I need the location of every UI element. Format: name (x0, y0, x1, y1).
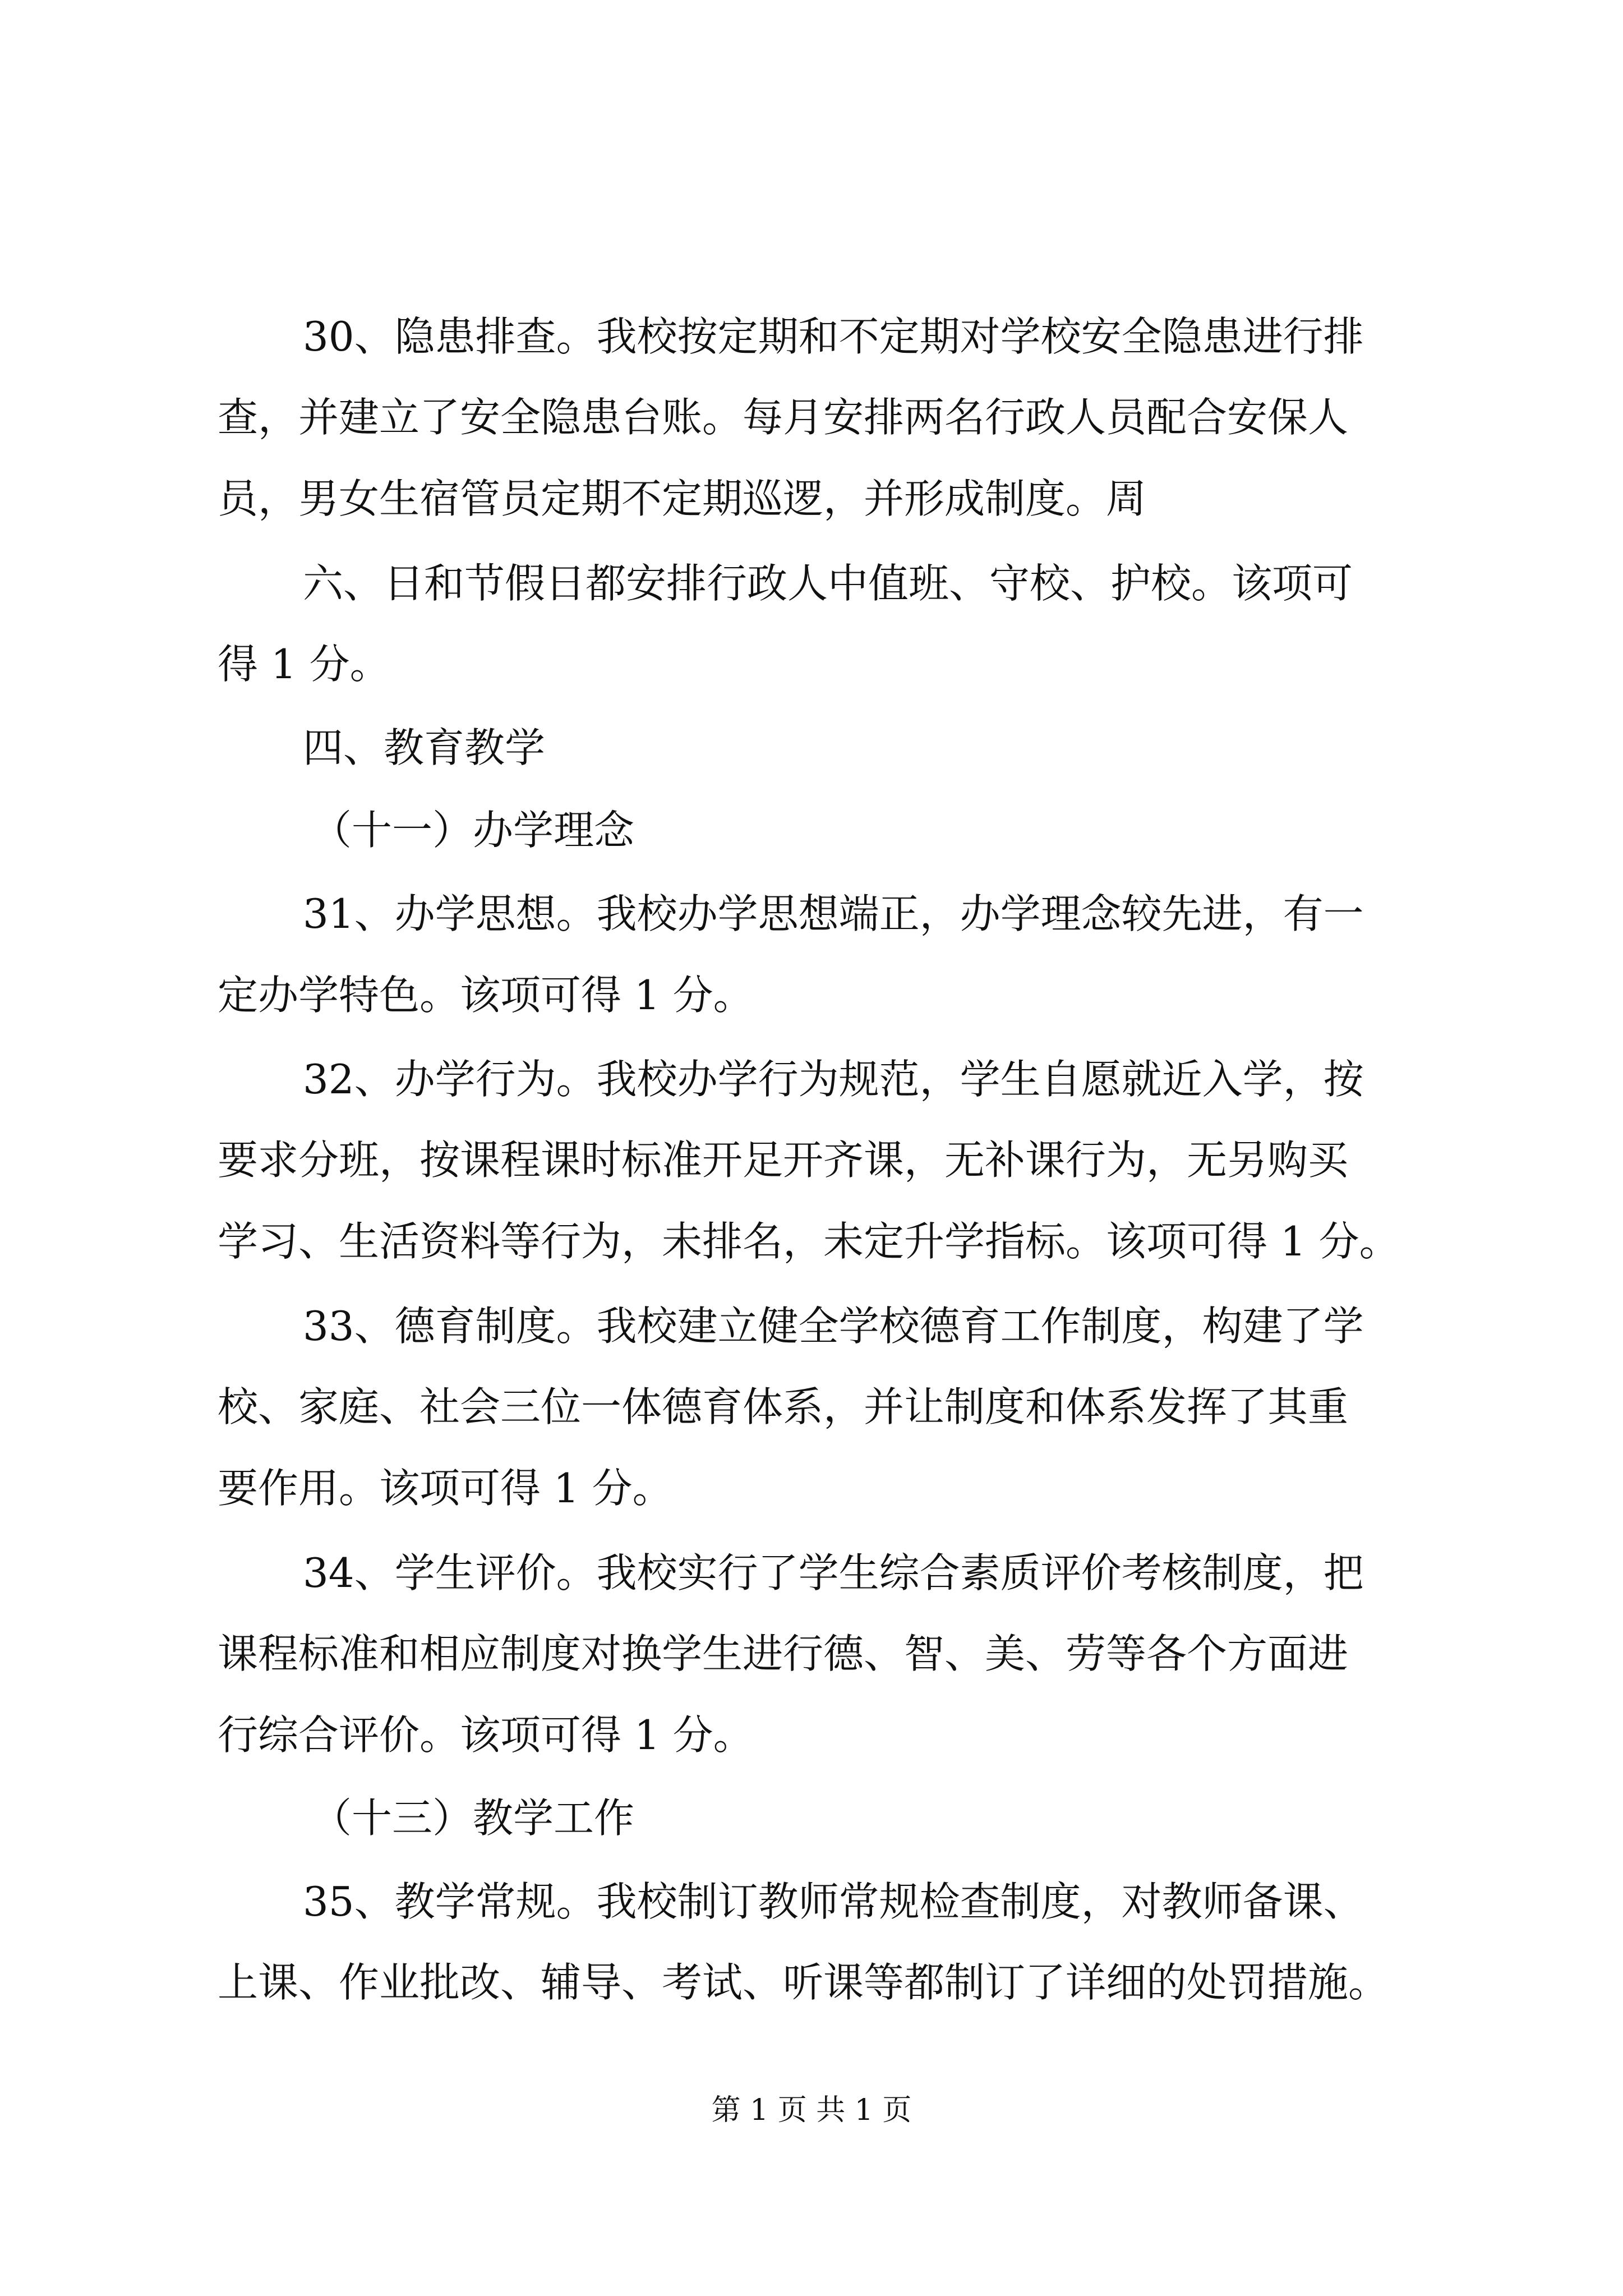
paragraph-34-line-2: 课程标准和相应制度对换学生进行德、智、美、劳等各个方面进 (218, 1630, 1349, 1677)
paragraph-continuation-line-2: 得 1 分。 (218, 641, 390, 688)
paragraph-31-line-1: 31、办学思想。我校办学思想端正，办学理念较先进，有一 (303, 890, 1364, 937)
paragraph-30-line-2: 查，并建立了安全隐患台账。每月安排两名行政人员配合安保人 (218, 394, 1349, 441)
paragraph-32-line-2: 要求分班，按课程课时标准开足开齐课，无补课行为，无另购买 (218, 1137, 1349, 1184)
paragraph-35-line-2: 上课、作业批改、辅导、考试、听课等都制订了详细的处罚措施。 (218, 1959, 1389, 2006)
paragraph-31-line-2: 定办学特色。该项可得 1 分。 (218, 972, 754, 1019)
paragraph-33-line-2: 校、家庭、社会三位一体德育体系，并让制度和体系发挥了其重 (218, 1383, 1349, 1430)
paragraph-30-line-1: 30、隐患排查。我校按定期和不定期对学校安全隐患进行排 (303, 313, 1364, 360)
paragraph-30-line-3: 员，男女生宿管员定期不定期巡逻，并形成制度。周 (218, 475, 1147, 522)
page-footer: 第 1 页 共 1 页 (711, 2093, 912, 2127)
paragraph-continuation-line-1: 六、日和节假日都安排行政人中值班、守校、护校。该项可 (303, 560, 1353, 607)
paragraph-35-line-1: 35、教学常规。我校制订教师常规检查制度，对教师备课、 (303, 1878, 1364, 1925)
paragraph-32-line-3: 学习、生活资料等行为，未排名，未定升学指标。该项可得 1 分。 (218, 1218, 1400, 1265)
paragraph-33-line-1: 33、德育制度。我校建立健全学校德育工作制度，构建了学 (303, 1303, 1364, 1350)
section-heading-education: 四、教育教学 (303, 724, 546, 771)
subsection-heading-teaching: （十三）教学工作 (311, 1795, 635, 1842)
paragraph-34-line-1: 34、学生评价。我校实行了学生综合素质评价考核制度，把 (303, 1549, 1364, 1596)
paragraph-32-line-1: 32、办学行为。我校办学行为规范，学生自愿就近入学，按 (303, 1056, 1364, 1103)
paragraph-34-line-3: 行综合评价。该项可得 1 分。 (218, 1711, 754, 1759)
subsection-heading-philosophy: （十一）办学理念 (311, 807, 635, 854)
paragraph-33-line-3: 要作用。该项可得 1 分。 (218, 1465, 673, 1512)
